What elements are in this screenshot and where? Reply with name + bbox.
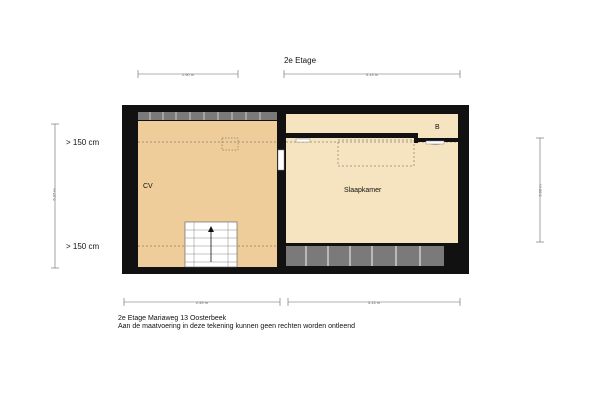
central-wall [277,114,286,274]
floor-title: 2e Etage [283,56,317,65]
central-wall-opening [278,150,284,170]
window-strip-bottom [286,246,444,266]
dimension-label-left-vertical: 5.37 m [51,188,57,201]
room-label-b: B [435,124,440,131]
footer-address: 2e Etage Mariaweg 13 Oosterbeek [118,315,227,322]
dimension-label-top-right: 3.13 m [365,72,379,77]
dimension-label-bottom-right: 3.13 m [367,300,381,305]
dimension-label-bottom-left: 2.49 m [195,300,209,305]
dimension-label-top-left: 1.90 m [181,72,195,77]
window-strip-top [138,112,277,120]
bedroom-door [296,139,310,142]
staircase [185,222,237,267]
room-label-slaapkamer: Slaapkamer [344,187,382,194]
room-label-cv: CV [143,183,153,190]
dimension-label-right-vertical: 3.99 m [537,184,543,197]
height-mark-lower: > 150 cm [66,242,100,251]
footer-disclaimer: Aan de maatvoering in deze tekening kunnen geen rechten worden ontleend [118,323,356,330]
height-mark-upper: > 150 cm [66,138,100,147]
closet-door [426,141,444,144]
bedroom-inner-wall [286,133,418,138]
